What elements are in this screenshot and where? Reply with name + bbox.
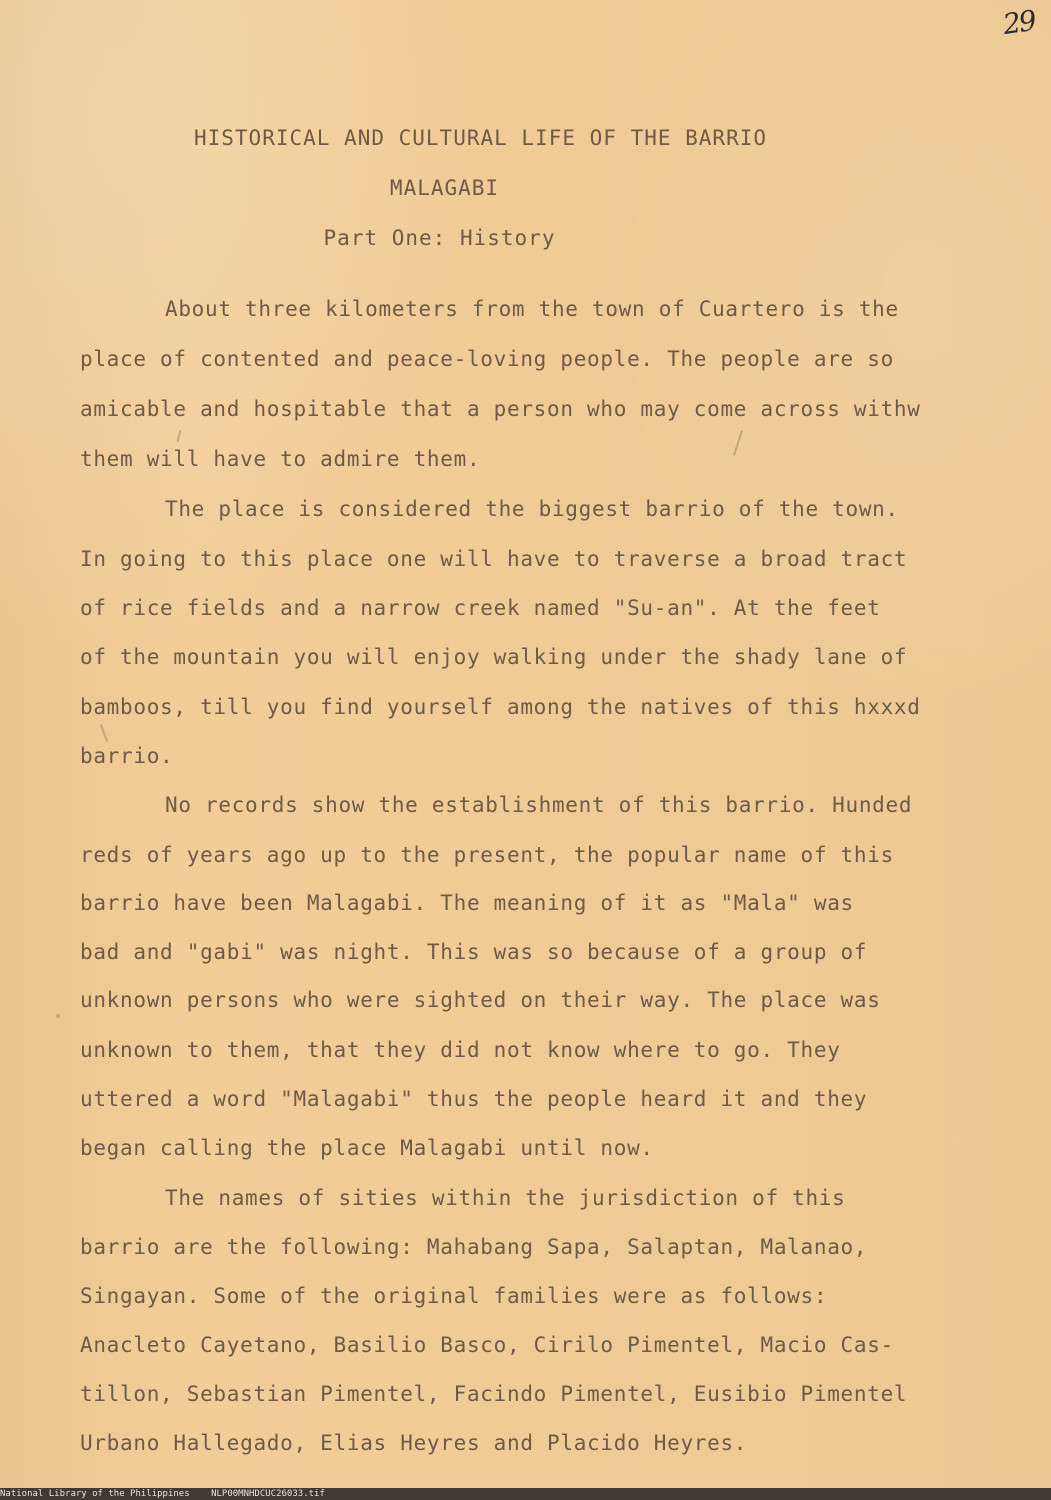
paper-mark: [100, 724, 108, 742]
paper-mark: [733, 430, 743, 455]
body-line-8: of the mountain you will enjoy walking under the shady lane of: [80, 645, 908, 669]
body-line-7: of rice fields and a narrow creek named "Su-an". At the feet: [80, 596, 881, 620]
body-line-17: uttered a word "Malagabi" thus the people heard it and they: [80, 1087, 868, 1111]
body-line-14: bad and "gabi" was night. This was so because of a group of: [80, 940, 868, 964]
body-line-20: barrio are the following: Mahabang Sapa, Salaptan, Malanao,: [80, 1235, 868, 1259]
body-line-13: barrio have been Malagabi. The meaning of it as "Mala" was: [80, 891, 854, 915]
page-number: 29: [1001, 3, 1038, 42]
body-line-5: The place is considered the biggest barrio of the town.: [165, 497, 899, 521]
body-line-15: unknown persons who were sighted on their way. The place was: [80, 988, 881, 1012]
body-line-12: reds of years ago up to the present, the popular name of this: [80, 843, 894, 867]
body-line-21: Singayan. Some of the original families were as follows:: [80, 1284, 828, 1308]
body-line-1: About three kilometers from the town of Cuartero is the: [165, 297, 899, 321]
body-line-19: The names of sities within the jurisdiction of this: [165, 1186, 846, 1210]
paper-mark: [56, 1014, 60, 1018]
body-line-23: tillon, Sebastian Pimentel, Facindo Pimentel, Eusibio Pimentel: [80, 1382, 908, 1406]
body-line-4: them will have to admire them.: [80, 447, 481, 471]
body-line-9: bamboos, till you find yourself among the natives of this hxxxd: [80, 695, 921, 719]
file-id: NLP00MNHDCUC26033.tif: [211, 1489, 325, 1499]
body-line-22: Anacleto Cayetano, Basilio Basco, Cirilo Pimentel, Macio Cas-: [80, 1333, 894, 1357]
body-line-6: In going to this place one will have to traverse a broad tract: [80, 547, 908, 571]
document-title: HISTORICAL AND CULTURAL LIFE OF THE BARRIO: [193, 126, 767, 150]
body-line-10: barrio.: [80, 744, 174, 768]
body-line-24: Urbano Hallegado, Elias Heyres and Placido Heyres.: [80, 1431, 748, 1455]
library-label: National Library of the Philippines: [0, 1489, 190, 1499]
body-line-18: began calling the place Malagabi until now.: [80, 1136, 654, 1160]
scan-footer: [0, 1488, 1051, 1500]
paper-mark: [176, 430, 181, 442]
body-line-11: No records show the establishment of this barrio. Hunded: [165, 793, 913, 817]
body-line-3: amicable and hospitable that a person who may come across withw: [80, 397, 921, 421]
body-line-16: unknown to them, that they did not know where to go. They: [80, 1038, 841, 1062]
document-subtitle: MALAGABI: [389, 176, 500, 200]
document-part-heading: Part One: History: [323, 226, 556, 250]
body-line-2: place of contented and peace-loving people. The people are so: [80, 347, 894, 371]
